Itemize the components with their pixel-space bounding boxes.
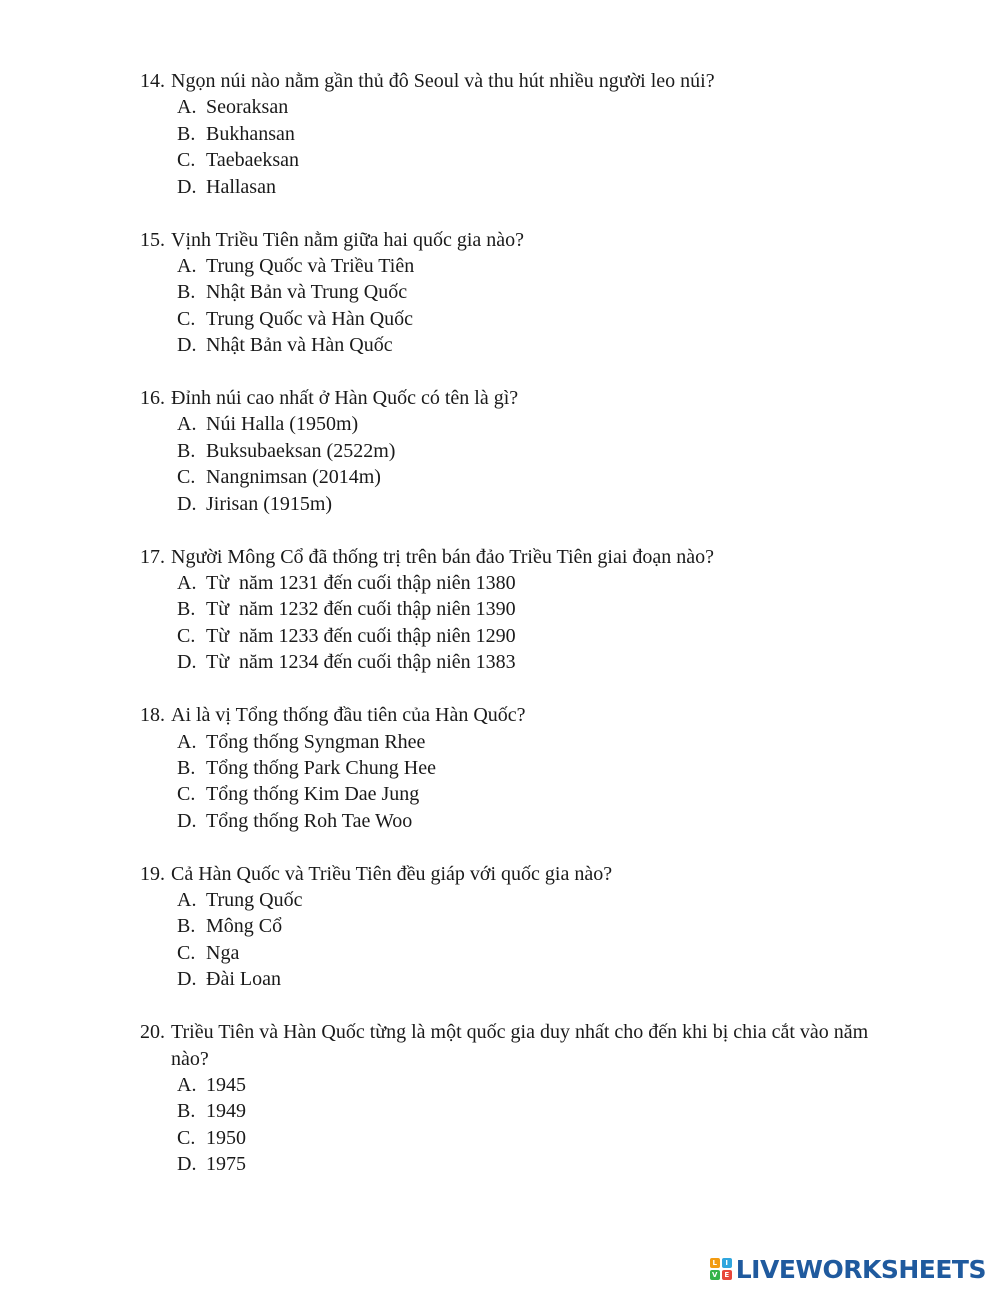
option-text: 1950 <box>206 1126 246 1149</box>
question-number: 19. <box>140 862 165 885</box>
option-letter: C. <box>177 783 196 806</box>
question-number: 17. <box>140 545 165 568</box>
answer-option[interactable] <box>140 306 900 332</box>
answer-options <box>140 94 900 200</box>
answer-options <box>140 729 900 835</box>
answer-option[interactable] <box>140 174 900 200</box>
question-row <box>140 544 900 570</box>
question-text: Người Mông Cổ đã thống trị trên bán đảo Triều Tiên giai đoạn nào? <box>171 545 715 568</box>
option-text: Buksubaeksan (2522m) <box>206 439 396 462</box>
option-text: 1945 <box>206 1074 246 1096</box>
option-letter: D. <box>177 492 197 515</box>
option-letter: B. <box>177 281 196 304</box>
option-text: Nhật Bản và Hàn Quốc <box>206 334 393 357</box>
question-text: Đỉnh núi cao nhất ở Hàn Quốc có tên là gì? <box>171 387 519 410</box>
option-text: Taebaeksan <box>206 149 299 172</box>
option-text: Nga <box>206 941 240 964</box>
question-row <box>140 861 900 887</box>
answer-option[interactable] <box>140 755 900 781</box>
question-row <box>140 385 900 411</box>
option-letter: A. <box>177 254 197 277</box>
option-text: Trung Quốc và Hàn Quốc <box>206 307 414 330</box>
option-letter: A. <box>177 413 197 436</box>
option-letter: D. <box>177 334 197 357</box>
answer-option[interactable] <box>140 147 900 173</box>
worksheet <box>140 68 900 1204</box>
option-letter: D. <box>177 175 197 198</box>
question-block <box>140 1019 900 1177</box>
option-letter: C. <box>177 941 196 964</box>
question-block <box>140 385 900 517</box>
option-text: Tổng thống Kim Dae Jung <box>206 783 420 806</box>
option-text: Đài Loan <box>206 968 281 991</box>
option-letter: B. <box>177 122 196 145</box>
answer-option[interactable] <box>140 121 900 147</box>
answer-option[interactable] <box>140 253 900 279</box>
option-text: Từ năm 1233 đến cuối thập niên 1290 <box>206 624 516 647</box>
option-text: Tổng thống Park Chung Hee <box>206 756 436 779</box>
question-number: 18. <box>140 704 165 727</box>
question-text: Triều Tiên và Hàn Quốc từng là một quốc gia duy nhất cho đến khi bị chia cắt vào năm nào? <box>171 1021 869 1070</box>
answer-option[interactable] <box>140 438 900 464</box>
answer-option[interactable] <box>140 279 900 305</box>
logo-cell: V <box>710 1270 720 1280</box>
answer-options <box>140 570 900 676</box>
answer-option[interactable] <box>140 94 900 120</box>
liveworksheets-logo <box>710 1255 986 1283</box>
question-text: Ai là vị Tổng thống đầu tiên của Hàn Quốc? <box>171 704 526 727</box>
option-letter: C. <box>177 307 196 330</box>
option-text: Bukhansan <box>206 122 295 145</box>
option-letter: B. <box>177 439 196 462</box>
question-number: 15. <box>140 228 165 251</box>
question-text: Ngọn núi nào nằm gần thủ đô Seoul và thu hút nhiều người leo núi? <box>171 70 715 92</box>
option-text: Tổng thống Roh Tae Woo <box>206 809 413 832</box>
option-text: Tổng thống Syngman Rhee <box>206 730 426 753</box>
answer-option[interactable] <box>140 411 900 437</box>
option-letter: A. <box>177 730 197 753</box>
answer-option[interactable] <box>140 1125 900 1151</box>
question-text: Vịnh Triều Tiên nằm giữa hai quốc gia nào? <box>171 228 525 251</box>
question-number: 20. <box>140 1021 165 1044</box>
option-text: Seoraksan <box>206 96 289 119</box>
question-block <box>140 227 900 359</box>
option-letter: C. <box>177 466 196 489</box>
option-text: 1949 <box>206 1100 246 1123</box>
option-letter: B. <box>177 598 196 621</box>
answer-option[interactable] <box>140 596 900 622</box>
option-letter: A. <box>177 889 197 912</box>
option-text: Từ năm 1234 đến cuối thập niên 1383 <box>206 651 516 674</box>
option-letter: B. <box>177 915 196 938</box>
option-letter: B. <box>177 1100 196 1123</box>
question-block <box>140 68 900 200</box>
question-row <box>140 227 900 253</box>
option-letter: A. <box>177 572 197 594</box>
option-letter: C. <box>177 1126 196 1149</box>
option-text: Nhật Bản và Trung Quốc <box>206 281 408 304</box>
answer-option[interactable] <box>140 940 900 966</box>
answer-options <box>140 887 900 993</box>
question-row <box>140 702 900 728</box>
option-letter: A. <box>177 1074 197 1096</box>
question-row <box>140 68 900 94</box>
option-letter: D. <box>177 1153 197 1176</box>
answer-option[interactable] <box>140 1151 900 1177</box>
answer-option[interactable] <box>140 729 900 755</box>
answer-options <box>140 1072 900 1178</box>
question-number: 16. <box>140 387 165 410</box>
answer-option[interactable] <box>140 491 900 517</box>
question-text: Cả Hàn Quốc và Triều Tiên đều giáp với quốc gia nào? <box>171 862 613 885</box>
option-letter: C. <box>177 624 196 647</box>
question-row <box>140 1019 900 1072</box>
logo-cell: I <box>722 1258 732 1268</box>
answer-option[interactable] <box>140 464 900 490</box>
answer-option[interactable] <box>140 1072 900 1098</box>
answer-option[interactable] <box>140 913 900 939</box>
option-letter: D. <box>177 809 197 832</box>
option-letter: D. <box>177 651 197 674</box>
answer-option[interactable] <box>140 623 900 649</box>
question-block <box>140 544 900 676</box>
answer-option[interactable] <box>140 887 900 913</box>
answer-option[interactable] <box>140 1098 900 1124</box>
option-text: Trung Quốc và Triều Tiên <box>206 254 415 277</box>
logo-grid-icon <box>710 1258 732 1280</box>
logo-cell: L <box>710 1258 720 1268</box>
option-text: Từ năm 1232 đến cuối thập niên 1390 <box>206 598 516 621</box>
answer-option[interactable] <box>140 966 900 992</box>
answer-option[interactable] <box>140 649 900 675</box>
option-text: Trung Quốc <box>206 889 303 912</box>
option-text: 1975 <box>206 1153 246 1176</box>
option-letter: B. <box>177 756 196 779</box>
option-letter: C. <box>177 149 196 172</box>
answer-option[interactable] <box>140 332 900 358</box>
question-block <box>140 702 900 834</box>
question-number: 14. <box>140 70 165 92</box>
option-text: Nangnimsan (2014m) <box>206 466 381 489</box>
option-text: Hallasan <box>206 175 276 198</box>
option-text: Từ năm 1231 đến cuối thập niên 1380 <box>206 572 516 594</box>
answer-option[interactable] <box>140 781 900 807</box>
answer-option[interactable] <box>140 570 900 596</box>
option-text: Mông Cổ <box>206 915 283 938</box>
option-letter: A. <box>177 96 197 119</box>
question-block <box>140 861 900 993</box>
logo-text: LIVEWORKSHEETS <box>735 1254 986 1284</box>
option-letter: D. <box>177 968 197 991</box>
answer-option[interactable] <box>140 808 900 834</box>
option-text: Núi Halla (1950m) <box>206 413 359 436</box>
logo-cell: E <box>722 1270 732 1280</box>
answer-options <box>140 253 900 359</box>
option-text: Jirisan (1915m) <box>206 492 333 515</box>
answer-options <box>140 411 900 517</box>
